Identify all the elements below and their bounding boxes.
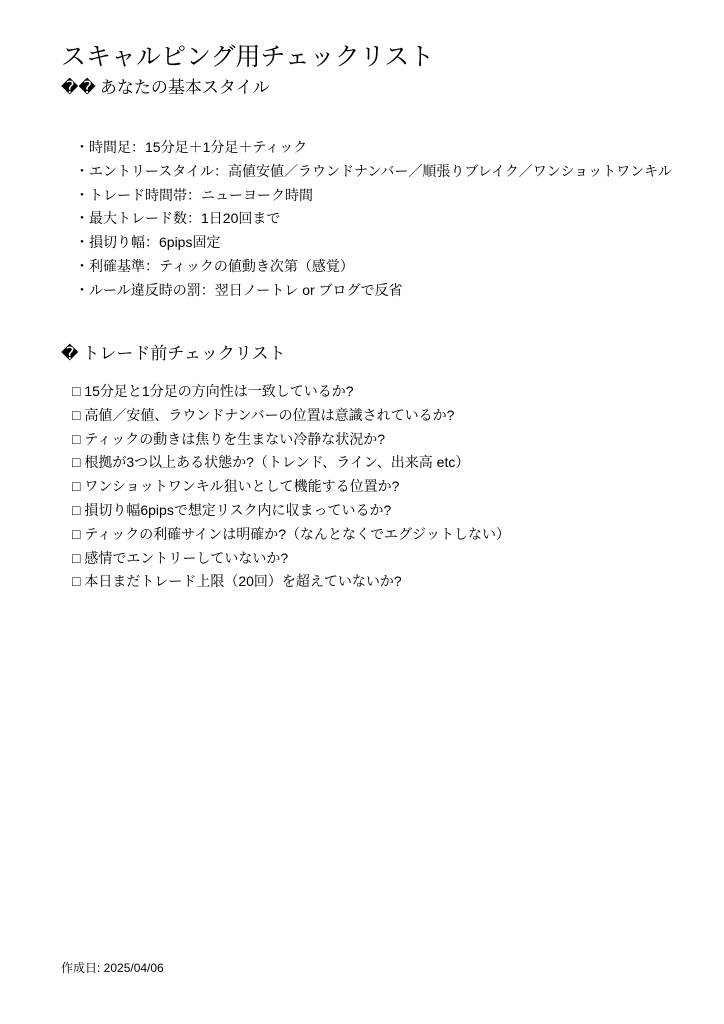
style-item-timeframe: ・時間足：15分足＋1分足＋ティック [75,139,308,155]
pre-trade-checklist-heading-text: トレード前チェックリスト [82,344,286,363]
created-date: 作成日: 2025/04/06 [61,961,164,975]
basic-style-heading [61,77,270,99]
checklist-item: □ 高値／安値、ラウンドナンバーの位置は意識されているか? [72,406,455,423]
replacement-char-icon: � [61,344,79,364]
pre-trade-checklist [72,380,510,594]
style-item-trading-hours: ・トレード時間帯：ニューヨーク時間 [75,186,313,203]
pre-trade-checklist-heading [61,343,286,365]
checklist-item: □ ティックの利確サインは明確か?（なんとなくでエグジットしない） [72,525,511,542]
style-item-take-profit: ・利確基準：ティックの値動き次第（感覚） [75,257,354,274]
style-item-stop-loss: ・損切り幅：6pips固定 [75,234,221,251]
checklist-item: □ 感情でエントリーしていないか? [72,549,289,566]
style-item-entry-style: ・エントリースタイル：高値安値／ラウンドナンバー／順張りブレイク／ワンショットワンキル [75,162,673,179]
checklist-item: □ ワンショットワンキル狙いとして機能する位置か? [72,478,400,495]
replacement-char-icon: �� [61,78,96,98]
checklist-item: □ 15分足と1分足の方向性は一致しているか? [72,383,354,399]
basic-style-list [75,136,672,303]
style-item-max-trades: ・最大トレード数：1日20回まで [75,210,281,227]
basic-style-heading-text: あなたの基本スタイル [99,78,270,97]
checklist-item: □ 本日まだトレード上限（20回）を超えていないか? [72,573,402,590]
checklist-item: □ 損切り幅6pipsで想定リスク内に収まっているか? [72,501,392,518]
checklist-item: □ ティックの動きは焦りを生まない冷静な状況か? [72,430,386,447]
style-item-penalty: ・ルール違反時の罰：翌日ノートレ or ブログで反省 [75,281,403,298]
checklist-item: □ 根拠が3つ以上ある状態か?（トレンド、ライン、出来高 etc） [72,454,470,471]
page-title: スキャルピング用チェックリスト [61,43,435,71]
